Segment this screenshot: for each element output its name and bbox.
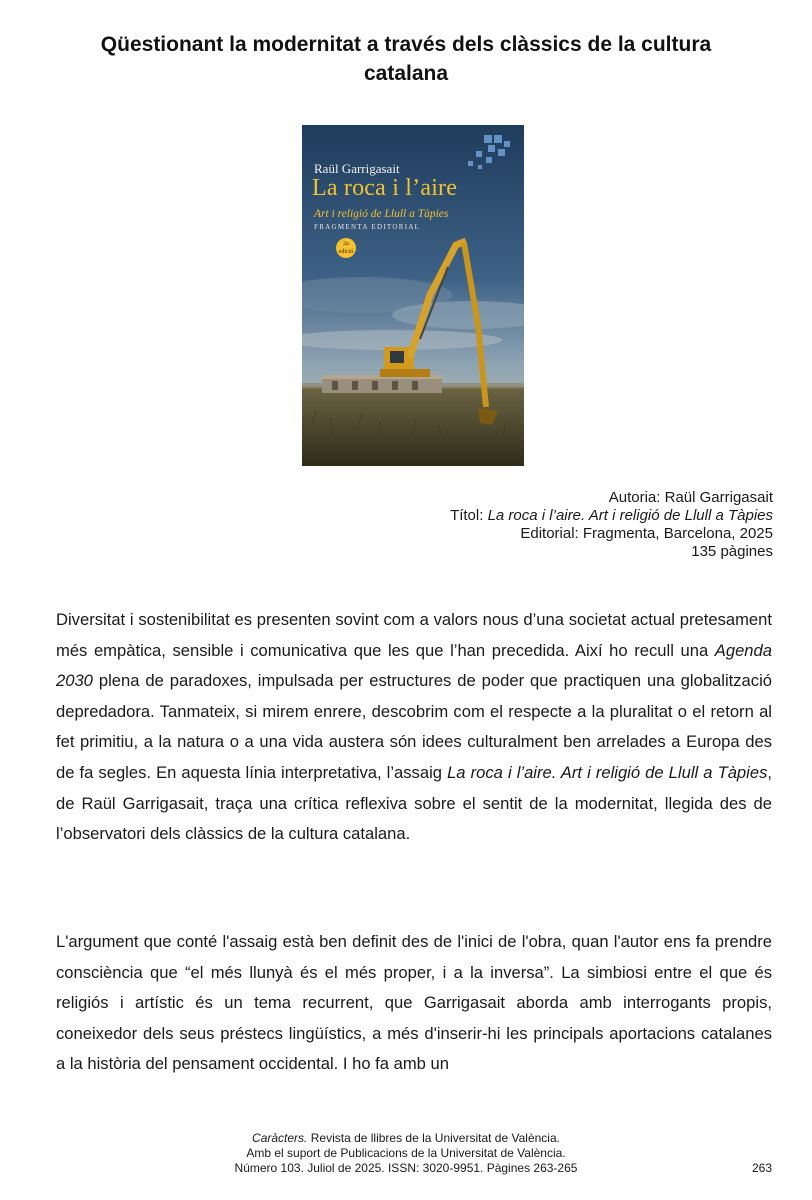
cover-author: Raül Garrigasait <box>314 161 400 176</box>
paragraph-1-text: Diversitat i sostenibilitat es presenten sovint com a valors nous d’una societat actual pretesament més empàtica, sensible i comunicativa que les que l’han precedida. Així ho recull una <box>56 610 772 660</box>
meta-author: Raül Garrigasait <box>664 489 773 506</box>
edition-badge-label: edició <box>338 249 354 255</box>
body-paragraph-1 <box>56 605 772 850</box>
book-cover-image <box>302 125 524 466</box>
edition-badge-number: 2a <box>343 241 349 247</box>
meta-title-label: Títol: <box>450 507 488 524</box>
book-metadata <box>450 489 773 561</box>
meta-pages: 135 pàgines <box>691 543 773 560</box>
article-title: Qüestionant la modernitat a través dels clàssics de la cultura catalana <box>100 33 712 85</box>
footer-line-1 <box>160 1131 652 1146</box>
journal-name: Caràcters. <box>252 1131 308 1145</box>
meta-publisher: Editorial: Fragmenta, Barcelona, 2025 <box>520 525 773 542</box>
book-title-reference: La roca i l’aire. Art i religió de Llull a Tàpies <box>447 762 768 782</box>
footer-line-2: Amb el suport de Publicacions de la Universitat de València. <box>246 1146 566 1160</box>
edition-badge <box>336 238 356 258</box>
meta-author-line <box>450 489 773 507</box>
body-paragraph-2: L'argument que conté l'assaig està ben definit des de l'inici de l'obra, quan l'autor ens fa prendre consciència que “el més llunyà és el més proper, i a la inversa”. La simbiosi entre el que és religiós i artístic és un tema recurrent, que Garrigasait aborda amb interrogants propis, coneixedor dels seus préstecs lingüístics, a més d'inserir-hi les principals aportacions catalanes a la història del pensament occidental. I ho fa amb un <box>56 932 772 1074</box>
footer-line-1-rest: Revista de llibres de la Universitat de València. <box>307 1131 560 1145</box>
meta-title-line <box>450 507 773 525</box>
meta-author-label: Autoria: <box>608 489 665 506</box>
meta-title: La roca i l’aire. Art i religió de Llull a Tàpies <box>487 507 773 524</box>
page-footer <box>160 1131 652 1176</box>
cover-publisher: FRAGMENTA EDITORIAL <box>314 223 421 231</box>
paragraph-1-text-cont: plena de paradoxes, impulsada per estructures de poder que practiquen una globalització depredadora. Tanmateix, si mirem enrere, descobrim com el respecte a la pluralitat o el retorn al fet primitiu, a la natura o a una vida austera són idees culturalment ben arrelades a Europa des de fa segles. En aquesta línia interpretativa, l’assaig <box>56 671 772 782</box>
paragraph-1-text-end: , de Raül Garrigasait, traça una crítica reflexiva sobre el sentit de la modernitat, llegida des de l’observatori dels clàssics de la cultura catalana. <box>56 762 772 844</box>
cover-subtitle: Art i religió de Llull a Tàpies <box>314 208 449 220</box>
footer-line-3: Número 103. Juliol de 2025. ISSN: 3020-9951. Pàgines 263-265 <box>234 1161 578 1175</box>
page-number: 263 <box>751 1161 772 1175</box>
agenda-reference: Agenda 2030 <box>56 640 772 691</box>
cover-title: La roca i l’aire <box>312 175 458 201</box>
